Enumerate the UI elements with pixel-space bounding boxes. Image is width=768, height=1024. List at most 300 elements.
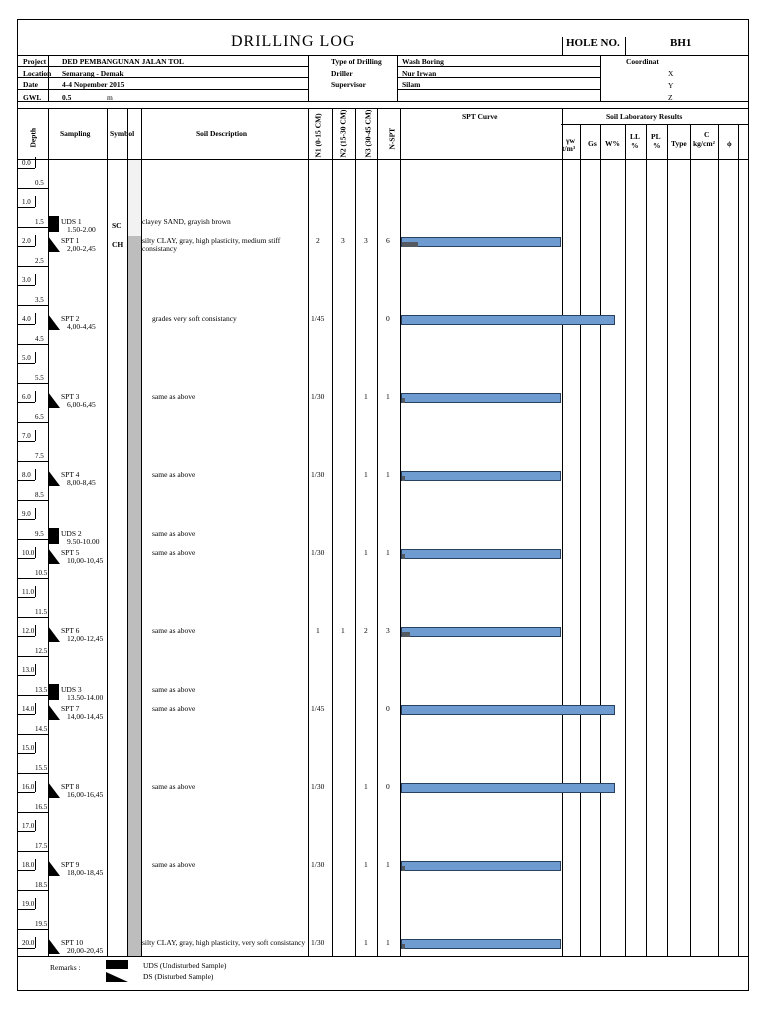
depth-label: 7.5 xyxy=(35,451,44,460)
c-unit: kg/cm² xyxy=(693,139,715,148)
soil-description: same as above xyxy=(152,704,196,713)
sample-range: 14,00-14,45 xyxy=(67,712,104,721)
depth-tick xyxy=(17,461,48,462)
depth-label: 4.5 xyxy=(35,334,44,343)
sampling-header: Sampling xyxy=(60,129,91,138)
n3-value: 1 xyxy=(364,548,368,557)
ds-sample-icon xyxy=(48,236,60,252)
pl-header: PL xyxy=(651,132,661,141)
depth-label: 12.0 xyxy=(22,627,35,635)
depth-label: 5.5 xyxy=(35,373,44,382)
depth-label: 8.5 xyxy=(35,490,44,499)
grid-line xyxy=(600,124,601,956)
nspt-value: 6 xyxy=(386,236,390,245)
depth-tick xyxy=(35,859,36,870)
depth-tick xyxy=(35,313,36,324)
grid-line xyxy=(562,108,563,956)
depth-tick xyxy=(48,645,49,656)
sample-range: 10,00-10,45 xyxy=(67,556,104,565)
coordinate-label: Coordinat xyxy=(626,57,659,66)
depth-tick xyxy=(35,235,36,246)
depth-tick xyxy=(17,831,35,832)
ll-unit: % xyxy=(631,141,639,150)
depth-label: 17.5 xyxy=(35,841,48,850)
spt-value-bar xyxy=(402,242,418,247)
depth-tick xyxy=(17,753,35,754)
depth-tick xyxy=(17,578,48,579)
depth-tick xyxy=(17,363,35,364)
soil-description-header: Soil Description xyxy=(196,129,248,138)
depth-label: 11.5 xyxy=(35,607,47,616)
depth-tick xyxy=(17,480,35,481)
soil-description: same as above xyxy=(152,470,196,479)
soil-description: same as above xyxy=(152,626,196,635)
depth-label: 19.5 xyxy=(35,919,48,928)
sample-name: UDS 1 xyxy=(61,216,82,226)
gwl-label: GWL xyxy=(23,93,42,102)
depth-tick xyxy=(17,812,48,813)
lab-results-header: Soil Laboratory Results xyxy=(606,112,683,121)
soil-symbol: SC xyxy=(112,220,122,230)
spt-value-bar xyxy=(402,476,405,481)
depth-label: 3.5 xyxy=(35,295,44,304)
depth-tick xyxy=(17,656,48,657)
depth-tick xyxy=(17,636,35,637)
grid-line xyxy=(377,108,378,956)
nspt-value: 1 xyxy=(386,938,390,947)
depth-tick xyxy=(17,558,35,559)
depth-header: Depth xyxy=(28,127,38,148)
soil-description: silty CLAY, gray, high plasticity, very soft consistancy xyxy=(142,938,306,947)
sample-name: SPT 8 xyxy=(61,782,80,791)
spt-bar xyxy=(401,939,561,949)
sample-name: SPT 7 xyxy=(61,704,80,713)
nspt-header: N-SPT xyxy=(387,127,397,150)
n1-value: 1/45 xyxy=(311,704,325,713)
date-value: 4-4 Nopember 2015 xyxy=(62,80,125,89)
date-label: Date xyxy=(23,80,38,89)
spt-bar xyxy=(401,393,561,403)
soil-description: same as above xyxy=(152,860,196,869)
depth-tick xyxy=(48,879,49,890)
n3-value: 1 xyxy=(364,782,368,791)
symbol-header: Symbol xyxy=(110,129,135,138)
n1-value: 1/30 xyxy=(311,782,325,791)
depth-label: 16.0 xyxy=(22,783,35,791)
n3-value: 1 xyxy=(364,392,368,401)
depth-tick xyxy=(17,597,35,598)
depth-label: 1.5 xyxy=(35,217,44,226)
depth-tick xyxy=(17,792,35,793)
depth-tick xyxy=(35,157,36,168)
sample-name: UDS 3 xyxy=(61,684,82,694)
depth-label: 9.0 xyxy=(22,510,31,518)
depth-tick xyxy=(35,430,36,441)
depth-tick xyxy=(17,539,48,540)
ds-sample-icon xyxy=(48,782,60,798)
sample-range: 4,00-4,45 xyxy=(67,322,96,331)
depth-tick xyxy=(35,898,36,909)
depth-tick xyxy=(17,909,35,910)
driller-label: Driller xyxy=(331,69,353,78)
grid-line xyxy=(308,108,309,956)
spt-bar xyxy=(401,549,561,559)
depth-tick xyxy=(35,391,36,402)
ds-sample-icon xyxy=(48,392,60,408)
grid-line xyxy=(107,108,108,956)
grid-line xyxy=(625,37,626,55)
driller-value: Nur Irwan xyxy=(402,69,437,78)
depth-label: 14.5 xyxy=(35,724,48,733)
soil-description: same as above xyxy=(152,782,196,791)
depth-tick xyxy=(35,196,36,207)
depth-tick xyxy=(17,227,48,228)
depth-label: 8.0 xyxy=(22,471,31,479)
nspt-value: 1 xyxy=(386,392,390,401)
spt-curve-header: SPT Curve xyxy=(462,112,498,121)
depth-label: 6.5 xyxy=(35,412,44,421)
depth-label: 13.5 xyxy=(35,685,48,694)
depth-tick xyxy=(35,469,36,480)
grid-line xyxy=(646,124,647,956)
sample-range: 8,00-8,45 xyxy=(67,478,96,487)
hole-number: BH1 xyxy=(670,37,692,49)
depth-label: 17.0 xyxy=(22,822,35,830)
drilling-type-label: Type of Drilling xyxy=(331,57,382,66)
depth-tick xyxy=(17,188,48,189)
grid-line xyxy=(562,37,563,55)
soil-description: same as above xyxy=(152,392,196,401)
depth-tick xyxy=(35,547,36,558)
uds-legend-icon xyxy=(106,960,128,969)
gamma-unit: t/m³ xyxy=(562,144,576,153)
nspt-value: 1 xyxy=(386,548,390,557)
grid-line xyxy=(17,956,749,957)
drilling-type-value: Wash Boring xyxy=(402,57,444,66)
n3-value: 1 xyxy=(364,860,368,869)
depth-label: 15.0 xyxy=(22,744,35,752)
grid-line xyxy=(561,124,749,125)
spt-value-bar xyxy=(402,944,405,949)
sample-range: 20,00-20,45 xyxy=(67,946,104,955)
n1-value: 1 xyxy=(316,626,320,635)
project-label: Project xyxy=(23,57,47,66)
nspt-value: 1 xyxy=(386,860,390,869)
log-title: DRILLING LOG xyxy=(231,33,356,50)
depth-tick xyxy=(17,617,48,618)
grid-line xyxy=(718,124,719,956)
ds-sample-icon xyxy=(48,314,60,330)
depth-tick xyxy=(17,285,35,286)
nspt-value: 0 xyxy=(386,782,390,791)
uds-sample-icon xyxy=(49,528,59,544)
depth-tick xyxy=(17,344,48,345)
n3-value: 2 xyxy=(364,626,368,635)
uds-sample-icon xyxy=(49,684,59,700)
soil-description: silty CLAY, gray, high plasticity, medium stiff xyxy=(142,236,281,245)
depth-tick xyxy=(17,246,35,247)
gwl-value: 0.5 xyxy=(62,93,72,102)
n3-value: 1 xyxy=(364,470,368,479)
grid-line xyxy=(397,55,398,101)
depth-label: 2.5 xyxy=(35,256,44,265)
nspt-value: 1 xyxy=(386,470,390,479)
depth-tick xyxy=(17,675,35,676)
grid-line xyxy=(17,77,308,78)
depth-tick xyxy=(35,352,36,363)
depth-tick xyxy=(48,177,49,188)
grid-line xyxy=(17,101,749,102)
depth-tick xyxy=(17,734,48,735)
depth-label: 20.0 xyxy=(22,939,35,947)
ds-sample-icon xyxy=(48,860,60,876)
n2-value: 3 xyxy=(341,236,345,245)
depth-tick xyxy=(48,918,49,929)
location-label: Location xyxy=(23,69,52,78)
depth-tick xyxy=(17,324,35,325)
grid-line xyxy=(397,89,600,90)
depth-tick xyxy=(35,781,36,792)
depth-tick xyxy=(17,422,48,423)
gwl-unit: m xyxy=(107,93,113,102)
depth-tick xyxy=(17,168,35,169)
depth-tick xyxy=(17,266,48,267)
depth-tick xyxy=(17,929,48,930)
n2-header: N2 (15-30 CM) xyxy=(338,109,348,158)
depth-tick xyxy=(48,606,49,617)
remarks-label: Remarks : xyxy=(50,963,81,972)
depth-tick xyxy=(48,372,49,383)
n1-value: 1/30 xyxy=(311,392,325,401)
type-header: Type xyxy=(671,139,687,148)
sample-range: 1.50-2.00 xyxy=(67,224,96,234)
soil-description: consistancy xyxy=(142,244,177,253)
sample-range: 16,00-16,45 xyxy=(67,790,104,799)
spt-value-bar xyxy=(402,554,405,559)
n3-header: N3 (30-45 CM) xyxy=(363,109,373,158)
sample-range: 2,00-2,45 xyxy=(67,244,96,253)
grid-line xyxy=(308,55,309,101)
gs-header: Gs xyxy=(588,139,597,148)
depth-tick xyxy=(35,937,36,948)
sample-name: UDS 2 xyxy=(61,528,82,538)
depth-tick xyxy=(35,274,36,285)
depth-label: 7.0 xyxy=(22,432,31,440)
soil-description: same as above xyxy=(152,548,196,557)
depth-label: 14.0 xyxy=(22,705,35,713)
sample-name: SPT 3 xyxy=(61,392,80,401)
w-header: W% xyxy=(605,139,620,148)
n1-value: 1/30 xyxy=(311,470,325,479)
coordinate-x: X xyxy=(668,69,674,78)
gamma-header: γw xyxy=(566,136,575,145)
depth-tick xyxy=(17,890,48,891)
depth-tick xyxy=(35,820,36,831)
coordinate-y: Y xyxy=(668,81,674,90)
grid-line xyxy=(17,55,749,56)
depth-tick xyxy=(17,948,35,949)
depth-tick xyxy=(48,723,49,734)
spt-bar xyxy=(401,783,615,793)
depth-label: 3.0 xyxy=(22,276,31,284)
soil-description: clayey SAND, grayish brown xyxy=(142,216,231,226)
grid-line xyxy=(397,66,600,67)
hole-label: HOLE NO. xyxy=(566,37,620,49)
depth-tick xyxy=(17,773,48,774)
n1-value: 1/30 xyxy=(311,548,325,557)
grid-line xyxy=(400,108,401,956)
soil-description: grades very soft consistancy xyxy=(152,314,237,323)
nspt-value: 3 xyxy=(386,626,390,635)
grid-line xyxy=(690,124,691,956)
depth-tick xyxy=(35,508,36,519)
depth-label: 4.0 xyxy=(22,315,31,323)
depth-tick xyxy=(17,695,48,696)
grid-line xyxy=(738,124,739,956)
depth-tick xyxy=(48,801,49,812)
location-value: Semarang - Demak xyxy=(62,69,124,78)
project-value: DED PEMBANGUNAN JALAN TOL xyxy=(62,57,185,66)
grid-line xyxy=(625,124,626,956)
depth-tick xyxy=(17,402,35,403)
nspt-value: 0 xyxy=(386,704,390,713)
phi-header: ϕ xyxy=(727,139,732,148)
spt-value-bar xyxy=(402,398,405,403)
depth-label: 10.0 xyxy=(22,549,35,557)
depth-tick xyxy=(17,870,35,871)
ds-legend-icon xyxy=(106,972,128,982)
depth-label: 19.0 xyxy=(22,900,35,908)
depth-label: 6.0 xyxy=(22,393,31,401)
c-header: C xyxy=(704,130,710,139)
grid-line xyxy=(397,77,600,78)
supervisor-label: Supervisor xyxy=(331,80,367,89)
depth-label: 1.0 xyxy=(22,198,31,206)
n1-value: 1/30 xyxy=(311,938,325,947)
spt-bar xyxy=(401,627,561,637)
pl-unit: % xyxy=(653,141,661,150)
symbol-fill-top xyxy=(128,160,141,236)
depth-tick xyxy=(17,441,35,442)
n1-header: N1 (0-15 CM) xyxy=(313,113,323,158)
spt-value-bar xyxy=(402,866,405,871)
sample-name: SPT 5 xyxy=(61,548,80,557)
depth-label: 12.5 xyxy=(35,646,48,655)
sample-name: SPT 9 xyxy=(61,860,80,869)
nspt-value: 0 xyxy=(386,314,390,323)
spt-bar xyxy=(401,705,615,715)
sample-name: SPT 6 xyxy=(61,626,80,635)
grid-line xyxy=(332,108,333,956)
depth-tick xyxy=(35,742,36,753)
depth-tick xyxy=(35,586,36,597)
spt-bar xyxy=(401,315,615,325)
symbol-fill xyxy=(128,236,141,956)
sample-name: SPT 4 xyxy=(61,470,80,479)
spt-value-bar xyxy=(402,632,410,637)
ll-header: LL xyxy=(630,132,641,141)
ds-sample-icon xyxy=(48,704,60,720)
sample-range: 9.50-10.00 xyxy=(67,536,100,546)
depth-label: 11.0 xyxy=(22,588,34,596)
grid-line xyxy=(48,55,49,101)
n1-value: 1/30 xyxy=(311,860,325,869)
spt-bar xyxy=(401,237,561,247)
depth-label: 0.5 xyxy=(35,178,44,187)
n1-value: 2 xyxy=(316,236,320,245)
depth-tick xyxy=(48,333,49,344)
depth-tick xyxy=(35,703,36,714)
depth-tick xyxy=(17,207,35,208)
uds-legend-text: UDS (Undisturbed Sample) xyxy=(143,961,227,970)
grid-line xyxy=(580,124,581,956)
grid-line xyxy=(600,55,601,101)
depth-label: 15.5 xyxy=(35,763,48,772)
sample-range: 6,00-6,45 xyxy=(67,400,96,409)
soil-description: same as above xyxy=(152,528,196,538)
depth-tick xyxy=(48,411,49,422)
depth-tick xyxy=(17,519,35,520)
depth-tick xyxy=(35,664,36,675)
depth-tick xyxy=(17,305,48,306)
depth-label: 9.5 xyxy=(35,529,44,538)
spt-bar xyxy=(401,471,561,481)
depth-tick xyxy=(48,762,49,773)
depth-label: 2.0 xyxy=(22,237,31,245)
depth-tick xyxy=(48,255,49,266)
n3-value: 1 xyxy=(364,938,368,947)
grid-line xyxy=(17,66,308,67)
supervisor-value: Silam xyxy=(402,80,421,89)
depth-tick xyxy=(17,500,48,501)
n3-value: 3 xyxy=(364,236,368,245)
depth-tick xyxy=(48,294,49,305)
sample-range: 13.50-14.00 xyxy=(67,692,104,702)
depth-tick xyxy=(17,851,48,852)
n1-value: 1/45 xyxy=(311,314,325,323)
depth-tick xyxy=(17,383,48,384)
ds-legend-text: DS (Disturbed Sample) xyxy=(143,972,214,981)
depth-tick xyxy=(48,450,49,461)
depth-tick xyxy=(48,489,49,500)
sample-name: SPT 1 xyxy=(61,236,80,245)
depth-label: 0.0 xyxy=(22,159,31,167)
n2-value: 1 xyxy=(341,626,345,635)
depth-tick xyxy=(48,840,49,851)
ds-sample-icon xyxy=(48,470,60,486)
depth-tick xyxy=(17,714,35,715)
sample-name: SPT 2 xyxy=(61,314,80,323)
grid-line xyxy=(667,124,668,956)
depth-tick xyxy=(48,567,49,578)
sample-range: 18,00-18,45 xyxy=(67,868,104,877)
spt-bar xyxy=(401,861,561,871)
soil-description: same as above xyxy=(152,684,196,694)
depth-label: 18.0 xyxy=(22,861,35,869)
depth-label: 16.5 xyxy=(35,802,48,811)
sample-name: SPT 10 xyxy=(61,938,84,947)
soil-symbol: CH xyxy=(112,240,124,249)
depth-label: 13.0 xyxy=(22,666,35,674)
ds-sample-icon xyxy=(48,626,60,642)
ds-sample-icon xyxy=(48,938,60,954)
grid-line xyxy=(17,89,308,90)
grid-line xyxy=(355,108,356,956)
coordinate-z: Z xyxy=(668,93,673,102)
depth-label: 18.5 xyxy=(35,880,48,889)
depth-label: 5.0 xyxy=(22,354,31,362)
uds-sample-icon xyxy=(49,216,59,232)
